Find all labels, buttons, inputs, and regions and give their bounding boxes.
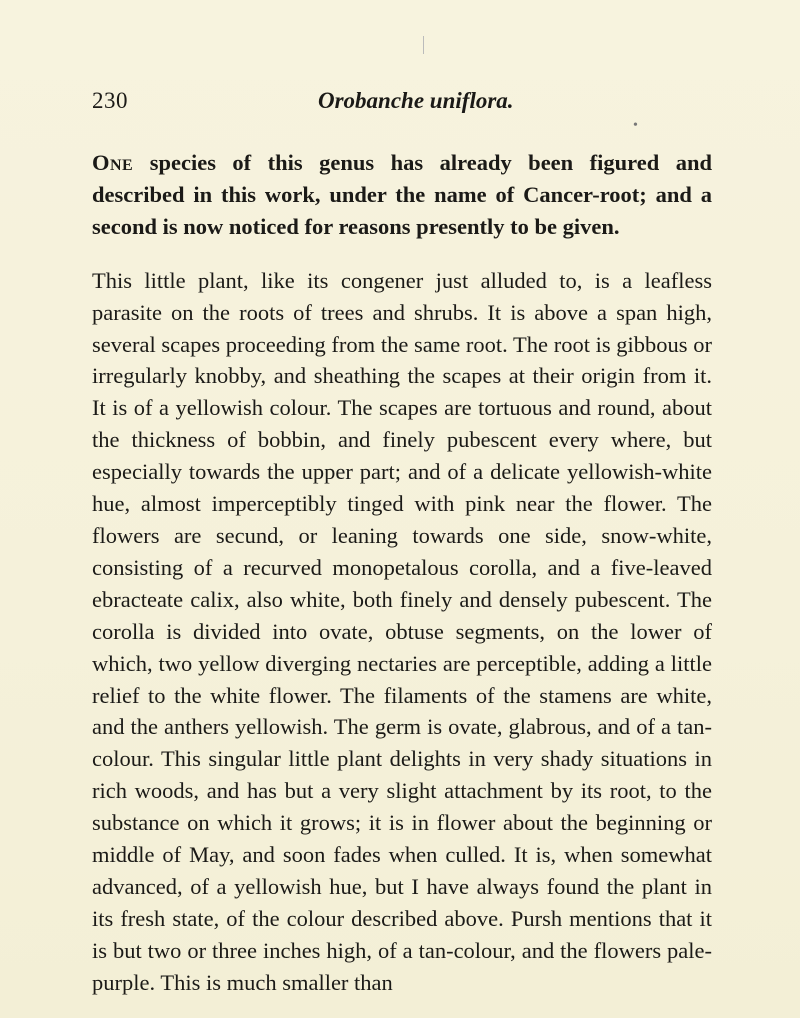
page-header	[92, 88, 712, 122]
page-mark	[423, 36, 424, 54]
running-title: Orobanche uniflora.	[318, 88, 514, 113]
page-number: 230	[92, 88, 128, 113]
paragraph-lead: One	[92, 150, 134, 175]
ink-dot-icon: •	[633, 118, 638, 133]
paragraph-intro-text: species of this genus has already been figured and described in this work, under the name of Cancer-root; and a second is now noticed for reasons presently to be given.	[92, 150, 712, 239]
body-text	[92, 147, 712, 999]
paragraph-intro	[92, 147, 712, 243]
paragraph-description: This little plant, like its congener just alluded to, is a leafless parasite on the roots of trees and shrubs. It is above a span high, several scapes proceeding from the same root. The root is gibbous or irregularly knobby, and sheathing the scapes at their origin from it. It is of a yellowish colour. The scapes are tortuous and round, about the thickness of bobbin, and finely pubescent every where, but especially towards the upper part; and of a delicate yellowish-white hue, almost imperceptibly tinged with pink near the flower. The flowers are secund, or leaning towards one side, snow-white, consisting of a recurved monopetalous corolla, and a five-leaved ebracteate calix, also white, both finely and densely pubescent. The corolla is divided into ovate, obtuse segments, on the lower of which, two yellow diverging nectaries are perceptible, adding a little relief to the white flower. The filaments of the stamens are white, and the anthers yellowish. The germ is ovate, glabrous, and of a tan-colour. This singular little plant delights in very shady situations in rich woods, and has but a very slight attachment by its root, to the substance on which it grows; it is in flower about the beginning or middle of May, and soon fades when culled. It is, when somewhat advanced, of a yellowish hue, but I have always found the plant in its fresh state, of the colour described above. Pursh mentions that it is but two or three inches high, of a tan-colour, and the flowers pale-purple. This is much smaller than	[92, 267, 712, 995]
